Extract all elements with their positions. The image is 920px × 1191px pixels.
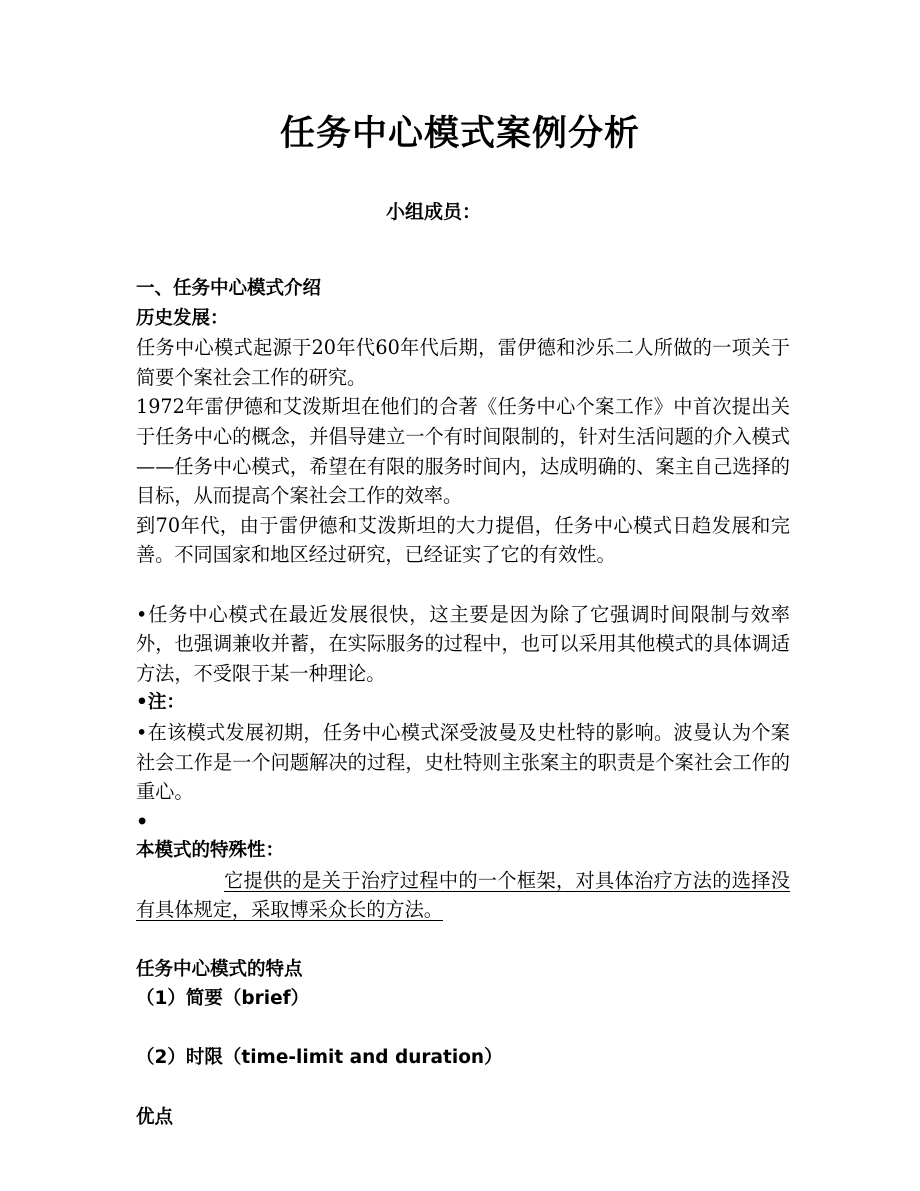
bullet-paragraph-influence: •在该模式发展初期，任务中心模式深受波曼及史杜特的影响。波曼认为个案社会工作是一个问题解决的过程，史杜特则主张案主的职责是个案社会工作的重心。 — [136, 720, 790, 804]
bullet-paragraph-development: •任务中心模式在最近发展很快，这主要是因为除了它强调时间限制与效率外，也强调兼收并蓄，在实际服务的过程中，也可以采用其他模式的具体调适方法，不受限于某一种理论。 — [136, 602, 790, 685]
lone-bullet: • — [136, 809, 149, 833]
page-title: 任务中心模式案例分析 — [279, 114, 640, 154]
history-heading: 历史发展： — [136, 307, 229, 329]
note-label: •注： — [136, 692, 185, 714]
spacer — [136, 1014, 790, 1044]
history-paragraph-1: 任务中心模式起源于20年代60年代后期，雷伊德和沙乐二人所做的一项关于简要个案社会工作的研究。 — [136, 336, 790, 389]
special-text: 它提供的是关于治疗过程中的一个框架，对具体治疗方法的选择没有具体规定，采取博采众长的方法。 — [136, 868, 790, 922]
spacer — [136, 1073, 790, 1103]
history-paragraph-2: 1972年雷伊德和艾泼斯坦在他们的合著《任务中心个案工作》中首次提出关于任务中心的概念，并倡导建立一个有时间限制的，针对生活问题的介入模式——任务中心模式，希望在有限的服务时间内，达成明确的、案主自己选择的目标，从而提高个案社会工作的效率。 — [136, 395, 790, 508]
special-heading: 本模式的特殊性： — [136, 840, 285, 862]
document-body — [136, 274, 790, 1132]
features-heading: 任务中心模式的特点 — [136, 958, 303, 980]
group-members-label: 小组成员： — [386, 201, 482, 223]
spacer — [136, 925, 790, 955]
feature-item-time-limit: （2）时限（time-limit and duration） — [136, 1047, 503, 1069]
feature-item-brief: （1）简要（brief） — [136, 988, 310, 1010]
section-heading-intro: 一、任务中心模式介绍 — [136, 278, 322, 299]
advantages-heading: 优点 — [136, 1106, 174, 1128]
spacer — [136, 570, 790, 600]
history-paragraph-3: 到70年代，由于雷伊德和艾泼斯坦的大力提倡，任务中心模式日趋发展和完善。不同国家和地区经过研究，已经证实了它的有效性。 — [136, 513, 790, 567]
